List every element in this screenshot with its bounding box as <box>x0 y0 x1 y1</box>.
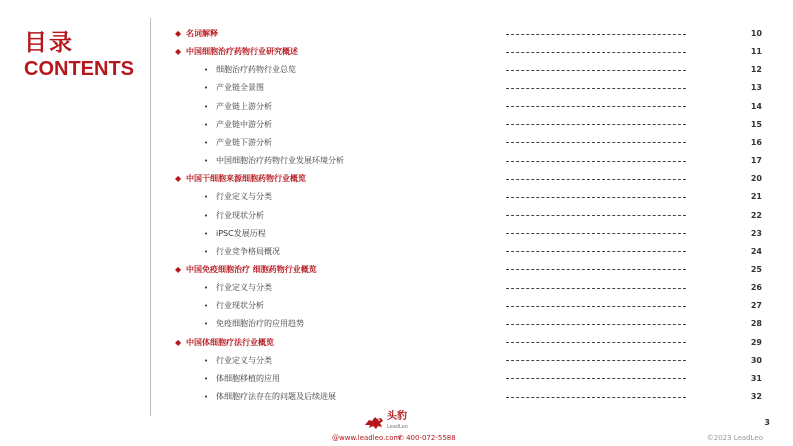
diamond-bullet-icon: ◆ <box>175 29 182 38</box>
toc-subsection-row[interactable] <box>0 243 793 261</box>
toc-page-number: 20 <box>750 174 762 184</box>
dot-bullet-icon: • <box>204 66 209 75</box>
toc-section-row[interactable] <box>0 170 793 188</box>
toc-dotted-leader <box>506 161 686 162</box>
toc-page-number: 16 <box>750 137 762 147</box>
toc-dotted-leader <box>506 88 686 89</box>
slide-page-number: 3 <box>764 418 770 427</box>
toc-page-number: 30 <box>750 355 762 365</box>
toc-page-number: 26 <box>750 283 762 293</box>
toc-page-number: 24 <box>750 246 762 256</box>
toc-subsection-row[interactable] <box>0 279 793 297</box>
toc-entry-label: 行业定义与分类 <box>216 283 272 293</box>
title-english: CONTENTS <box>24 58 134 80</box>
toc-page-number: 31 <box>750 373 762 383</box>
dot-bullet-icon: • <box>204 247 209 256</box>
toc-page-number: 25 <box>750 264 762 274</box>
dot-bullet-icon: • <box>204 84 209 93</box>
toc-page-number: 17 <box>750 156 762 166</box>
toc-subsection-row[interactable] <box>0 207 793 225</box>
toc-dotted-leader <box>506 288 686 289</box>
title-chinese: 目录 <box>24 30 74 56</box>
toc-section-row[interactable] <box>0 261 793 279</box>
toc-entry-label: 产业链上游分析 <box>216 101 272 111</box>
dot-bullet-icon: • <box>204 102 209 111</box>
toc-dotted-leader <box>506 269 686 270</box>
toc-dotted-leader <box>506 34 686 35</box>
toc-entry-label: 中国免疫细胞治疗 细胞药物行业概览 <box>186 264 317 274</box>
toc-dotted-leader <box>506 306 686 307</box>
toc-dotted-leader <box>506 106 686 107</box>
toc-page-number: 12 <box>750 65 762 75</box>
toc-entry-label: 免疫细胞治疗的应用趋势 <box>216 319 304 329</box>
leadleo-logo <box>363 412 408 432</box>
toc-page-number: 32 <box>750 392 762 401</box>
toc-section-row[interactable] <box>0 25 793 43</box>
phone-number: ✆ 400-072-5588 <box>398 434 456 442</box>
logo-chinese-text: 头豹 <box>387 411 407 422</box>
toc-subsection-row[interactable] <box>0 98 793 116</box>
toc-dotted-leader <box>506 378 686 379</box>
dot-bullet-icon: • <box>204 356 209 365</box>
leopard-logo-icon <box>363 413 385 431</box>
logo-english-text: LeadLeo <box>387 424 408 430</box>
toc-entry-label: 行业定义与分类 <box>216 192 272 202</box>
copyright-text: ©2023 LeadLeo <box>706 434 763 442</box>
toc-subsection-row[interactable] <box>0 370 793 388</box>
toc-page-number: 11 <box>750 47 762 57</box>
diamond-bullet-icon: ◆ <box>175 47 182 57</box>
dot-bullet-icon: • <box>204 229 209 238</box>
toc-page-number: 15 <box>750 119 762 129</box>
toc-entry-label: 中国体细胞疗法行业概览 <box>186 337 274 347</box>
toc-dotted-leader <box>506 70 686 71</box>
toc-subsection-row[interactable] <box>0 388 793 406</box>
dot-bullet-icon: • <box>204 374 209 383</box>
dot-bullet-icon: • <box>204 302 209 311</box>
toc-dotted-leader <box>506 179 686 180</box>
toc-page-number: 10 <box>750 29 762 38</box>
toc-page-number: 27 <box>750 301 762 311</box>
toc-section-row[interactable] <box>0 43 793 61</box>
toc-entry-label: 中国干细胞来源细胞药物行业概览 <box>186 174 306 184</box>
toc-subsection-row[interactable] <box>0 61 793 79</box>
toc-entry-label: 体细胞移植的应用 <box>216 373 280 383</box>
toc-dotted-leader <box>506 233 686 234</box>
toc-entry-label: 行业定义与分类 <box>216 355 272 365</box>
toc-subsection-row[interactable] <box>0 297 793 315</box>
toc-subsection-row[interactable] <box>0 79 793 97</box>
dot-bullet-icon: • <box>204 157 209 166</box>
diamond-bullet-icon: ◆ <box>175 174 182 184</box>
toc-entry-label: 行业竞争格局概况 <box>216 246 280 256</box>
toc-entry-label: 名词解释 <box>186 29 218 38</box>
toc-page-number: 23 <box>750 228 762 238</box>
toc-dotted-leader <box>506 197 686 198</box>
toc-dotted-leader <box>506 124 686 125</box>
toc-entry-label: 中国细胞治疗药物行业研究概述 <box>186 47 298 57</box>
toc-dotted-leader <box>506 142 686 143</box>
toc-entry-label: 细胞治疗药物行业总览 <box>216 65 296 75</box>
toc-page-number: 21 <box>750 192 762 202</box>
toc-page-number: 22 <box>750 210 762 220</box>
toc-dotted-leader <box>506 52 686 53</box>
dot-bullet-icon: • <box>204 120 209 129</box>
toc-dotted-leader <box>506 397 686 398</box>
toc-dotted-leader <box>506 215 686 216</box>
dot-bullet-icon: • <box>204 193 209 202</box>
toc-dotted-leader <box>506 342 686 343</box>
toc-entry-label: 行业现状分析 <box>216 210 264 220</box>
toc-entry-label: 产业链全景图 <box>216 83 264 93</box>
toc-page-number: 28 <box>750 319 762 329</box>
toc-entry-label: 行业现状分析 <box>216 301 264 311</box>
toc-subsection-row[interactable] <box>0 134 793 152</box>
toc-page-number: 14 <box>750 101 762 111</box>
toc-subsection-row[interactable] <box>0 188 793 206</box>
dot-bullet-icon: • <box>204 284 209 293</box>
toc-dotted-leader <box>506 251 686 252</box>
toc-page-number: 13 <box>750 83 762 93</box>
dot-bullet-icon: • <box>204 320 209 329</box>
website-link[interactable]: @www.leadleo.com <box>332 434 401 442</box>
toc-subsection-row[interactable] <box>0 225 793 243</box>
toc-subsection-row[interactable] <box>0 116 793 134</box>
dot-bullet-icon: • <box>204 393 209 401</box>
toc-entry-label: 中国细胞治疗药物行业发展环境分析 <box>216 156 344 166</box>
toc-subsection-row[interactable] <box>0 352 793 370</box>
toc-entry-label: 体细胞疗法存在的问题及后续进展 <box>216 392 336 401</box>
toc-section-row[interactable] <box>0 334 793 352</box>
toc-entry-label: iPSC发展历程 <box>216 228 266 238</box>
dot-bullet-icon: • <box>204 211 209 220</box>
toc-dotted-leader <box>506 324 686 325</box>
diamond-bullet-icon: ◆ <box>175 264 182 274</box>
toc-subsection-row[interactable] <box>0 315 793 333</box>
dot-bullet-icon: • <box>204 138 209 147</box>
toc-subsection-row[interactable] <box>0 152 793 170</box>
toc-page-number: 29 <box>750 337 762 347</box>
toc-entry-label: 产业链中游分析 <box>216 119 272 129</box>
toc-dotted-leader <box>506 360 686 361</box>
toc-entry-label: 产业链下游分析 <box>216 137 272 147</box>
diamond-bullet-icon: ◆ <box>175 337 182 347</box>
